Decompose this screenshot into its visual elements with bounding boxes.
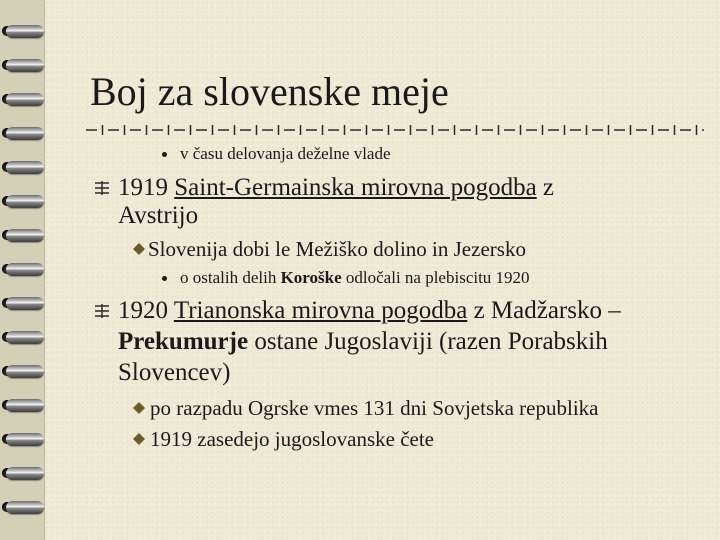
stitch-marker-icon	[94, 303, 110, 319]
binding-ring	[6, 195, 44, 208]
text-fragment: z Madžarsko –	[467, 297, 621, 324]
bullet-text: 1919 zasedejo jugoslovanske čete	[150, 427, 434, 451]
year: 1920	[118, 297, 168, 324]
slide-title: Boj za slovenske meje	[90, 69, 449, 114]
text-fragment: ostane Jugoslaviji (razen Porabskih	[248, 328, 608, 355]
bold-term: Prekumurje	[118, 328, 249, 355]
bullet-dot-icon	[162, 152, 167, 157]
binding-ring	[6, 399, 44, 412]
binding-ring	[6, 297, 44, 310]
treaty-link[interactable]: Saint-Germainska mirovna pogodba	[174, 174, 537, 201]
bullet-text-continuation	[118, 328, 608, 356]
binding-ring	[6, 59, 44, 72]
spiral-binding	[0, 0, 45, 540]
stitch-marker-icon	[94, 180, 110, 196]
binding-ring	[6, 501, 44, 514]
binding-ring	[6, 127, 44, 140]
binding-ring	[6, 25, 44, 38]
bullet-text	[118, 297, 621, 325]
bold-term: Koroške	[280, 268, 342, 287]
binding-ring	[6, 365, 44, 378]
binding-ring	[6, 331, 44, 344]
bullet-text: Slovenija dobi le Mežiško dolino in Jezersko	[148, 237, 526, 261]
treaty-link[interactable]: Trianonska mirovna pogodba	[173, 297, 468, 324]
text-fragment: o ostalih delih	[180, 268, 281, 287]
bullet-text: po razpadu Ogrske vmes 131 dni Sovjetska republika	[150, 396, 599, 420]
diamond-bullet-icon	[133, 433, 145, 445]
bullet-text	[180, 268, 530, 288]
bullet-dot-icon	[162, 276, 167, 281]
bullet-text	[118, 174, 554, 202]
binding-ring	[6, 433, 44, 446]
text-fragment: z	[536, 174, 555, 201]
binding-ring	[6, 229, 44, 242]
bullet-text-continuation: Avstrijo	[118, 202, 199, 229]
binding-ring	[6, 93, 44, 106]
bullet-text-continuation: Slovencev)	[118, 359, 231, 386]
diamond-bullet-icon	[133, 243, 145, 255]
year: 1919	[118, 174, 168, 201]
stitch-divider	[86, 124, 704, 136]
binding-ring	[6, 263, 44, 276]
diamond-bullet-icon	[133, 402, 145, 414]
text-fragment: odločali na plebiscitu 1920	[341, 268, 530, 287]
binding-ring	[6, 161, 44, 174]
bullet-text: v času delovanja deželne vlade	[180, 144, 391, 163]
binding-ring	[6, 467, 44, 480]
